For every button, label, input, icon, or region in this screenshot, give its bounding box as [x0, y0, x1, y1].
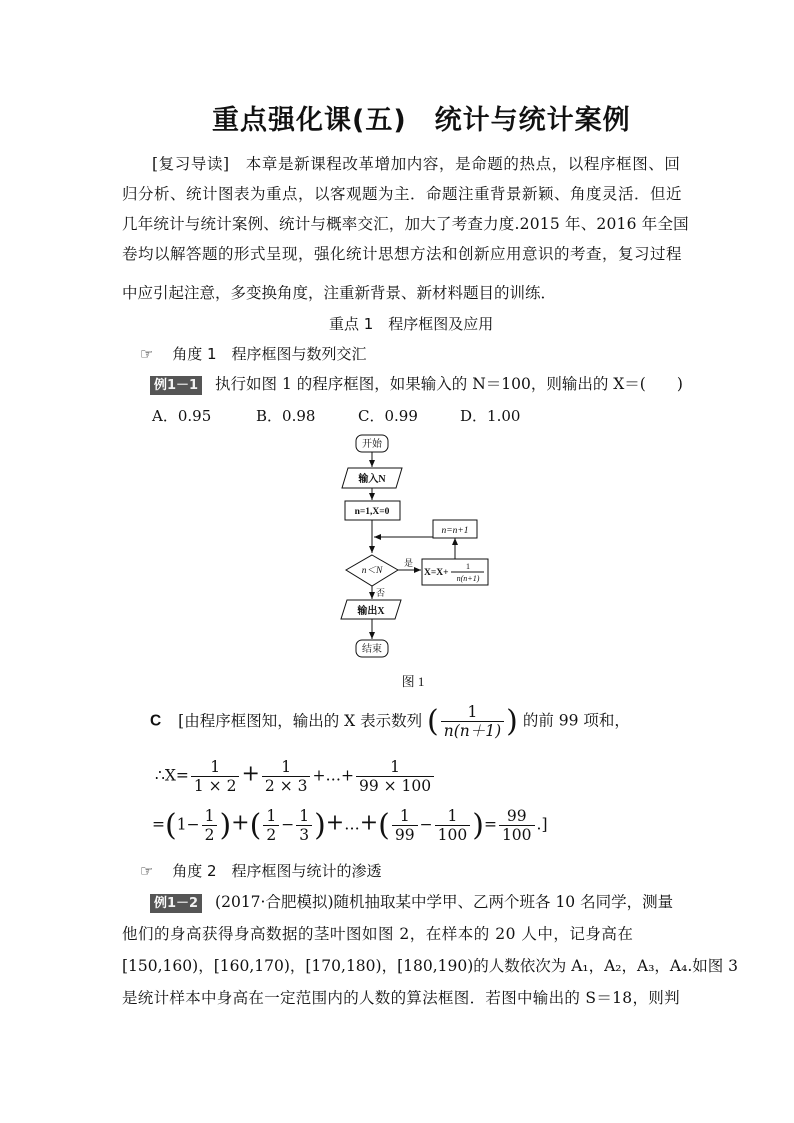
fraction-denominator: 1 × 2 — [191, 776, 240, 795]
fraction-denominator: 99 × 100 — [356, 776, 434, 795]
figure-caption: 图 1 — [401, 674, 425, 689]
result-fraction — [499, 807, 535, 844]
flow-decision-label: n＜N — [361, 566, 383, 576]
pointing-hand-icon: ☞ — [140, 345, 154, 363]
therefore-x: ∴X= — [155, 766, 189, 785]
angle-label: 角度 2 程序框图与统计的渗透 — [172, 862, 382, 880]
term-fraction — [356, 758, 434, 795]
solution-line-2 — [155, 758, 436, 795]
angle-label: 角度 1 程序框图与数列交汇 — [172, 345, 367, 363]
flow-init-label: n=1,X=0 — [354, 507, 390, 517]
fraction-denominator: 100 — [499, 825, 535, 844]
fraction-numerator: 1 — [299, 807, 310, 825]
flow-update-x-numerator: 1 — [466, 562, 470, 571]
fraction-numerator: 1 — [204, 807, 215, 825]
example-line: [150,160)，[160,170)，[170,180)，[180,190)的人数依次为 A₁，A₂，A₃，A₄.如图 3 — [122, 957, 739, 975]
term-fraction — [435, 807, 471, 844]
fraction-denominator: n(n＋1) — [441, 721, 504, 740]
flow-start-label: 开始 — [362, 439, 382, 450]
fraction-numerator: 1 — [447, 807, 458, 825]
example-tag-prefix: 例 — [154, 378, 168, 393]
example-tag-prefix: 例 — [154, 896, 168, 911]
ellipsis: +…+ — [312, 766, 354, 785]
fraction-numerator: 99 — [506, 807, 527, 825]
fraction-numerator: 1 — [210, 758, 221, 776]
intro-line: 中应引起注意，多变换角度，注重新背景、新材料题目的训练． — [122, 284, 557, 302]
solution-text-post: 的前 99 项和， — [522, 711, 630, 730]
example-question-text: 执行如图 1 的程序框图，如果输入的 N＝100，则输出的 X＝( ) — [215, 375, 683, 393]
fraction-numerator: 1 — [399, 807, 410, 825]
fraction-denominator: 99 — [392, 825, 418, 844]
example-question-text: (2017·合肥模拟)随机抽取某中学甲、乙两个班各 10 名同学，测量 — [215, 893, 674, 911]
example-question — [150, 890, 673, 913]
pointing-hand-icon: ☞ — [140, 862, 154, 880]
term-fraction — [191, 758, 240, 795]
intro-line: 卷均以解答题的形式呈现，强化统计思想方法和创新应用意识的考查，复习过程 — [122, 245, 683, 263]
fraction-numerator: 1 — [467, 703, 478, 721]
flow-input-label: 输入N — [358, 474, 386, 485]
intro-line: 几年统计与统计案例、统计与概率交汇，加大了考查力度.2015 年、2016 年全国 — [122, 215, 689, 233]
sequence-fraction — [441, 703, 504, 740]
flow-update-x-denominator: n(n+1) — [456, 574, 480, 583]
closing-bracket: .] — [536, 815, 548, 834]
option-b: B．0.98 — [256, 407, 316, 425]
angle-heading — [140, 860, 382, 881]
fraction-numerator: 1 — [266, 807, 277, 825]
term-fraction — [202, 807, 218, 844]
solution-answer: C — [150, 712, 162, 730]
example-tag — [150, 894, 202, 913]
fraction-denominator: 3 — [296, 825, 312, 844]
term-fraction — [296, 807, 312, 844]
fraction-denominator: 2 — [202, 825, 218, 844]
fraction-numerator: 1 — [281, 758, 292, 776]
plus-sign: + — [241, 761, 260, 787]
fraction-denominator: 100 — [435, 825, 471, 844]
fraction-denominator: 2 — [263, 825, 279, 844]
example-line: 是统计样本中身高在一定范围内的人数的算法框图．若图中输出的 S＝18，则判 — [122, 989, 680, 1007]
option-a: A．0.95 — [152, 407, 212, 425]
example-tag-number: 1－2 — [167, 896, 199, 911]
solution-text-pre: [由程序框图知，输出的 X 表示数列 — [178, 711, 423, 730]
page-title: 重点强化课(五) 统计与统计案例 — [212, 105, 631, 136]
equals-sign: = — [152, 815, 165, 834]
flow-yes-label: 是 — [404, 558, 414, 568]
example-line: 他们的身高获得身高数据的茎叶图如图 2，在样本的 20 人中，记身高在 — [122, 925, 634, 943]
option-d: D．1.00 — [460, 407, 521, 425]
example-tag-number: 1－1 — [167, 378, 199, 393]
term-fraction — [392, 807, 418, 844]
flow-no-label: 否 — [376, 588, 386, 598]
section-heading: 重点 1 程序框图及应用 — [329, 315, 494, 333]
fraction-denominator: 2 × 3 — [262, 776, 311, 795]
right-brace: ) — [506, 704, 518, 739]
flow-end-label: 结束 — [362, 644, 382, 655]
left-brace: ( — [427, 704, 439, 739]
one-minus: 1− — [176, 815, 200, 834]
solution-line-1 — [150, 703, 630, 740]
solution-line-3: =(1− $\frac{1}{2}$ )+( $\frac{1}{2}$ − $\frac{1}{3}$ )+…+( $\frac{1}{99}$ − $\frac{1}{100}$ )= $\frac{99}{100}$ .] — [152, 807, 548, 844]
flow-update-x-label: X=X+ — [424, 568, 449, 578]
intro-line: 归分析、统计图表为重点，以客观题为主．命题注重背景新颖、角度灵活．但近 — [122, 185, 683, 203]
intro-line: [复习导读] 本章是新课程改革增加内容，是命题的热点，以程序框图、回 — [152, 155, 681, 173]
term-fraction — [262, 758, 311, 795]
fraction-numerator: 1 — [390, 758, 400, 776]
term-fraction — [263, 807, 279, 844]
option-c: C．0.99 — [358, 407, 418, 425]
flow-output-label: 输出X — [357, 606, 385, 617]
flow-update-n-label: n=n+1 — [441, 526, 469, 536]
